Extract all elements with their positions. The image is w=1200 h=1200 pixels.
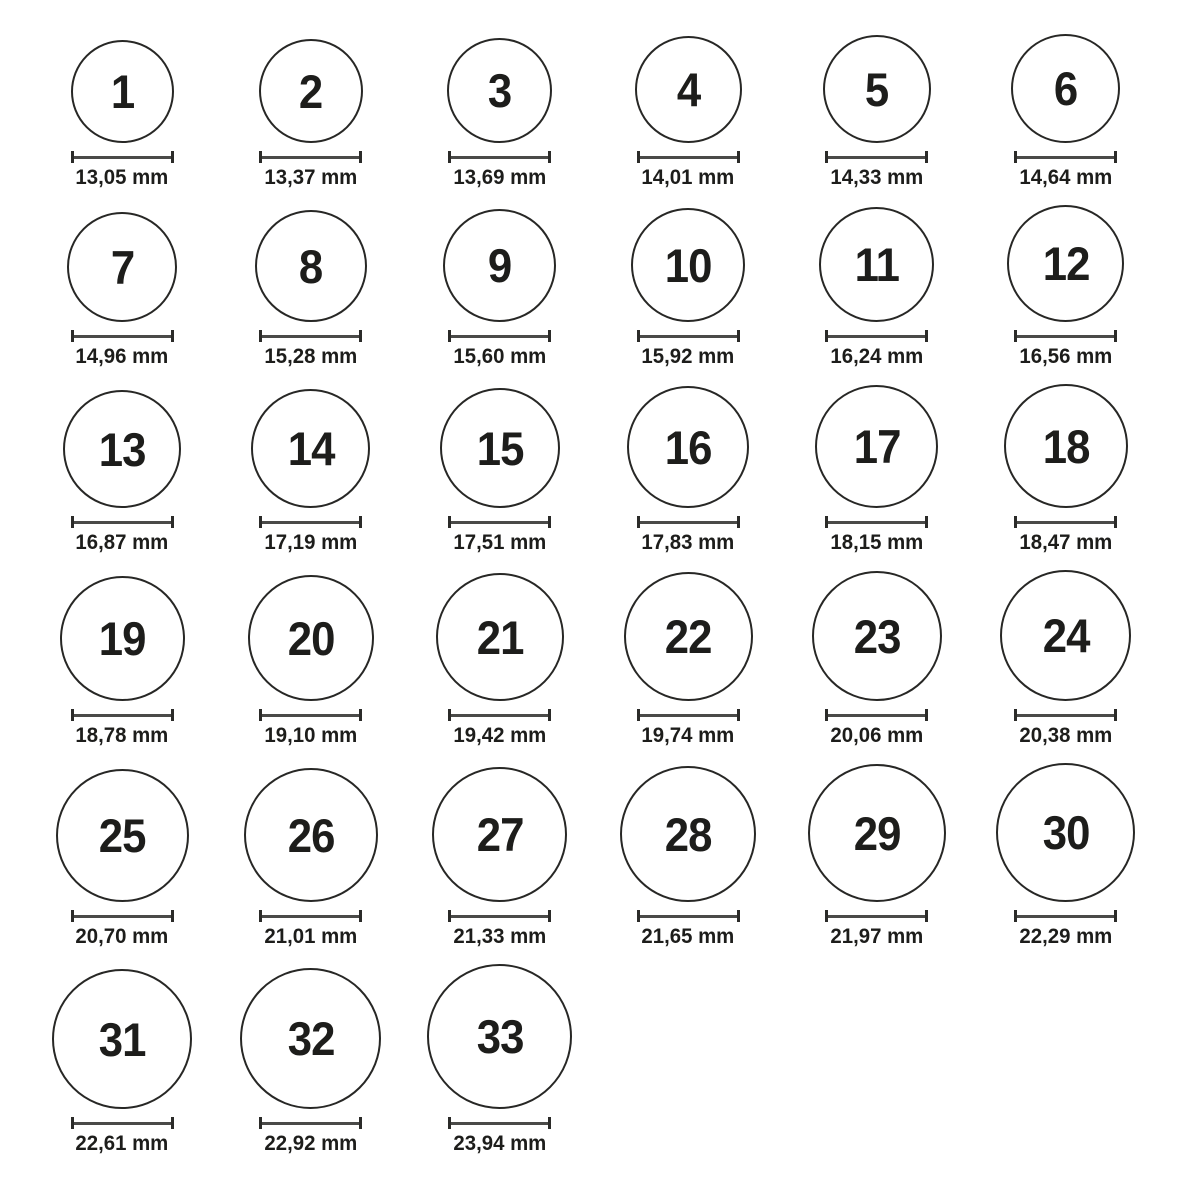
diameter-label: 16,87 mm <box>75 531 169 554</box>
ring-circle <box>71 40 174 143</box>
ring-circle <box>1011 34 1120 143</box>
ring-size-cell <box>52 969 192 1155</box>
ring-circle <box>808 764 946 902</box>
ring-size-number: 11 <box>854 238 900 291</box>
ring-size-number: 6 <box>1053 62 1078 115</box>
ring-circle <box>635 36 742 143</box>
ring-size-cell <box>60 576 185 747</box>
ring-circle <box>624 572 753 701</box>
ring-size-cell <box>244 768 378 948</box>
ring-circle <box>440 388 560 508</box>
ring-circle <box>248 575 374 701</box>
ring-size-cell <box>624 572 753 747</box>
ring-size-number: 23 <box>853 609 901 663</box>
diameter-dimension-line <box>71 910 174 922</box>
ring-circle <box>627 386 749 508</box>
diameter-label: 17,19 mm <box>264 531 358 554</box>
ring-size-number: 8 <box>299 239 323 293</box>
diameter-label: 23,94 mm <box>453 1132 547 1155</box>
ring-circle <box>259 39 363 143</box>
ring-size-cell <box>620 766 756 948</box>
ring-size-number: 31 <box>98 1012 146 1066</box>
diameter-dimension-line <box>71 516 174 528</box>
diameter-dimension-line <box>825 910 928 922</box>
ring-circle <box>996 763 1135 902</box>
diameter-label: 22,29 mm <box>1019 925 1113 948</box>
diameter-label: 21,65 mm <box>641 925 735 948</box>
ring-size-cell <box>255 210 367 368</box>
ring-size-cell <box>1004 384 1128 554</box>
ring-size-cell <box>1000 570 1131 747</box>
ring-circle <box>52 969 192 1109</box>
ring-size-number: 10 <box>664 238 712 292</box>
ring-circle <box>823 35 931 143</box>
diameter-dimension-line <box>825 330 928 342</box>
diameter-label: 21,33 mm <box>453 925 547 948</box>
ring-size-number: 5 <box>865 62 889 116</box>
diameter-label: 19,42 mm <box>453 724 547 747</box>
ring-circle <box>443 209 556 322</box>
diameter-dimension-line <box>259 709 362 721</box>
diameter-dimension-line <box>448 709 551 721</box>
ring-size-cell <box>443 209 556 368</box>
diameter-dimension-line <box>448 1117 551 1129</box>
ring-size-number: 2 <box>299 64 323 118</box>
ring-size-cell <box>440 388 560 554</box>
ring-circle <box>432 767 567 902</box>
ring-size-number: 15 <box>476 421 524 475</box>
ring-size-cell <box>823 35 931 189</box>
ring-circle <box>427 964 572 1109</box>
diameter-dimension-line <box>448 516 551 528</box>
ring-size-cell <box>996 763 1135 948</box>
ring-size-cell <box>251 389 370 554</box>
ring-size-cell <box>248 575 374 747</box>
ring-circle <box>447 38 552 143</box>
ring-circle <box>812 571 942 701</box>
ring-size-number: 21 <box>476 610 524 664</box>
diameter-label: 16,24 mm <box>830 345 924 368</box>
ring-size-number: 9 <box>487 239 512 292</box>
ring-size-cell <box>1007 205 1124 368</box>
ring-circle <box>255 210 367 322</box>
diameter-dimension-line <box>259 910 362 922</box>
diameter-label: 19,74 mm <box>641 724 735 747</box>
ring-size-cell <box>447 38 552 189</box>
ring-size-cell <box>56 769 189 948</box>
diameter-dimension-line <box>259 516 362 528</box>
diameter-dimension-line <box>825 709 928 721</box>
diameter-label: 15,28 mm <box>264 345 358 368</box>
ring-size-number: 17 <box>853 420 901 473</box>
diameter-label: 21,97 mm <box>830 925 924 948</box>
diameter-dimension-line <box>1014 516 1117 528</box>
ring-circle <box>67 212 177 322</box>
diameter-label: 14,64 mm <box>1019 166 1113 189</box>
ring-size-number: 1 <box>110 65 135 118</box>
ring-size-cell <box>815 385 938 554</box>
diameter-dimension-line <box>637 516 740 528</box>
diameter-label: 14,01 mm <box>641 166 735 189</box>
ring-size-cell <box>67 212 177 368</box>
ring-circle <box>244 768 378 902</box>
ring-size-number: 33 <box>476 1010 524 1063</box>
diameter-label: 22,61 mm <box>75 1132 169 1155</box>
ring-size-number: 29 <box>853 806 901 860</box>
diameter-dimension-line <box>825 151 928 163</box>
ring-size-cell <box>819 207 934 368</box>
ring-size-number: 3 <box>487 64 512 117</box>
diameter-label: 17,51 mm <box>453 531 547 554</box>
ring-size-cell <box>812 571 942 747</box>
ring-size-number: 28 <box>664 807 712 861</box>
diameter-dimension-line <box>637 709 740 721</box>
diameter-label: 20,38 mm <box>1019 724 1113 747</box>
diameter-dimension-line <box>259 151 362 163</box>
ring-size-number: 32 <box>287 1012 335 1065</box>
ring-size-number: 19 <box>98 612 146 665</box>
ring-circle <box>251 389 370 508</box>
diameter-label: 13,05 mm <box>75 166 169 189</box>
ring-circle <box>1007 205 1124 322</box>
diameter-label: 20,70 mm <box>75 925 169 948</box>
diameter-label: 19,10 mm <box>264 724 358 747</box>
ring-size-cell <box>259 39 363 189</box>
chart-row <box>28 384 1160 554</box>
diameter-dimension-line <box>637 151 740 163</box>
diameter-label: 13,69 mm <box>453 166 547 189</box>
diameter-label: 15,92 mm <box>641 345 735 368</box>
diameter-dimension-line <box>1014 151 1117 163</box>
diameter-label: 21,01 mm <box>264 925 358 948</box>
ring-size-number: 12 <box>1042 237 1090 290</box>
chart-row <box>28 964 1160 1155</box>
ring-circle <box>60 576 185 701</box>
ring-size-cell <box>808 764 946 948</box>
chart-row <box>28 763 1160 948</box>
diameter-dimension-line <box>1014 709 1117 721</box>
ring-size-cell <box>631 208 745 368</box>
ring-circle <box>1004 384 1128 508</box>
ring-circle <box>631 208 745 322</box>
ring-size-number: 4 <box>676 63 701 116</box>
ring-circle <box>63 390 181 508</box>
ring-size-number: 13 <box>98 422 146 476</box>
ring-circle <box>1000 570 1131 701</box>
ring-size-number: 25 <box>98 809 146 862</box>
diameter-dimension-line <box>637 910 740 922</box>
diameter-dimension-line <box>71 1117 174 1129</box>
ring-size-cell <box>627 386 749 554</box>
chart-row <box>28 34 1160 189</box>
diameter-dimension-line <box>259 330 362 342</box>
diameter-dimension-line <box>71 151 174 163</box>
diameter-label: 16,56 mm <box>1019 345 1113 368</box>
ring-size-number: 20 <box>287 611 335 665</box>
diameter-label: 18,47 mm <box>1019 531 1113 554</box>
diameter-dimension-line <box>259 1117 362 1129</box>
diameter-dimension-line <box>71 330 174 342</box>
diameter-dimension-line <box>1014 910 1117 922</box>
diameter-dimension-line <box>448 330 551 342</box>
ring-size-cell <box>1011 34 1120 189</box>
diameter-label: 17,83 mm <box>641 531 735 554</box>
ring-size-number: 27 <box>476 808 524 861</box>
diameter-label: 22,92 mm <box>264 1132 358 1155</box>
diameter-label: 13,37 mm <box>264 166 358 189</box>
ring-circle <box>56 769 189 902</box>
ring-size-cell <box>63 390 181 554</box>
ring-size-number: 14 <box>287 422 335 475</box>
ring-size-cell <box>427 964 572 1155</box>
ring-size-cell <box>71 40 174 189</box>
diameter-dimension-line <box>825 516 928 528</box>
chart-row <box>28 570 1160 747</box>
diameter-label: 14,96 mm <box>75 345 169 368</box>
ring-size-number: 18 <box>1042 419 1090 473</box>
ring-circle <box>815 385 938 508</box>
ring-size-number: 24 <box>1042 609 1090 662</box>
ring-size-number: 22 <box>664 610 712 663</box>
diameter-label: 18,78 mm <box>75 724 169 747</box>
diameter-label: 18,15 mm <box>830 531 924 554</box>
ring-size-cell <box>436 573 564 747</box>
ring-circle <box>436 573 564 701</box>
diameter-dimension-line <box>448 910 551 922</box>
ring-circle <box>819 207 934 322</box>
diameter-label: 14,33 mm <box>830 166 924 189</box>
ring-circle <box>240 968 381 1109</box>
chart-row <box>28 205 1160 368</box>
ring-size-number: 16 <box>664 420 712 474</box>
ring-circle <box>620 766 756 902</box>
diameter-dimension-line <box>637 330 740 342</box>
ring-size-cell <box>635 36 742 189</box>
ring-size-cell <box>240 968 381 1155</box>
diameter-dimension-line <box>448 151 551 163</box>
diameter-dimension-line <box>71 709 174 721</box>
diameter-label: 15,60 mm <box>453 345 547 368</box>
ring-size-number: 30 <box>1042 806 1090 859</box>
ring-size-number: 7 <box>110 240 135 294</box>
diameter-label: 20,06 mm <box>830 724 924 747</box>
ring-size-cell <box>432 767 567 948</box>
diameter-dimension-line <box>1014 330 1117 342</box>
ring-size-number: 26 <box>287 808 335 862</box>
